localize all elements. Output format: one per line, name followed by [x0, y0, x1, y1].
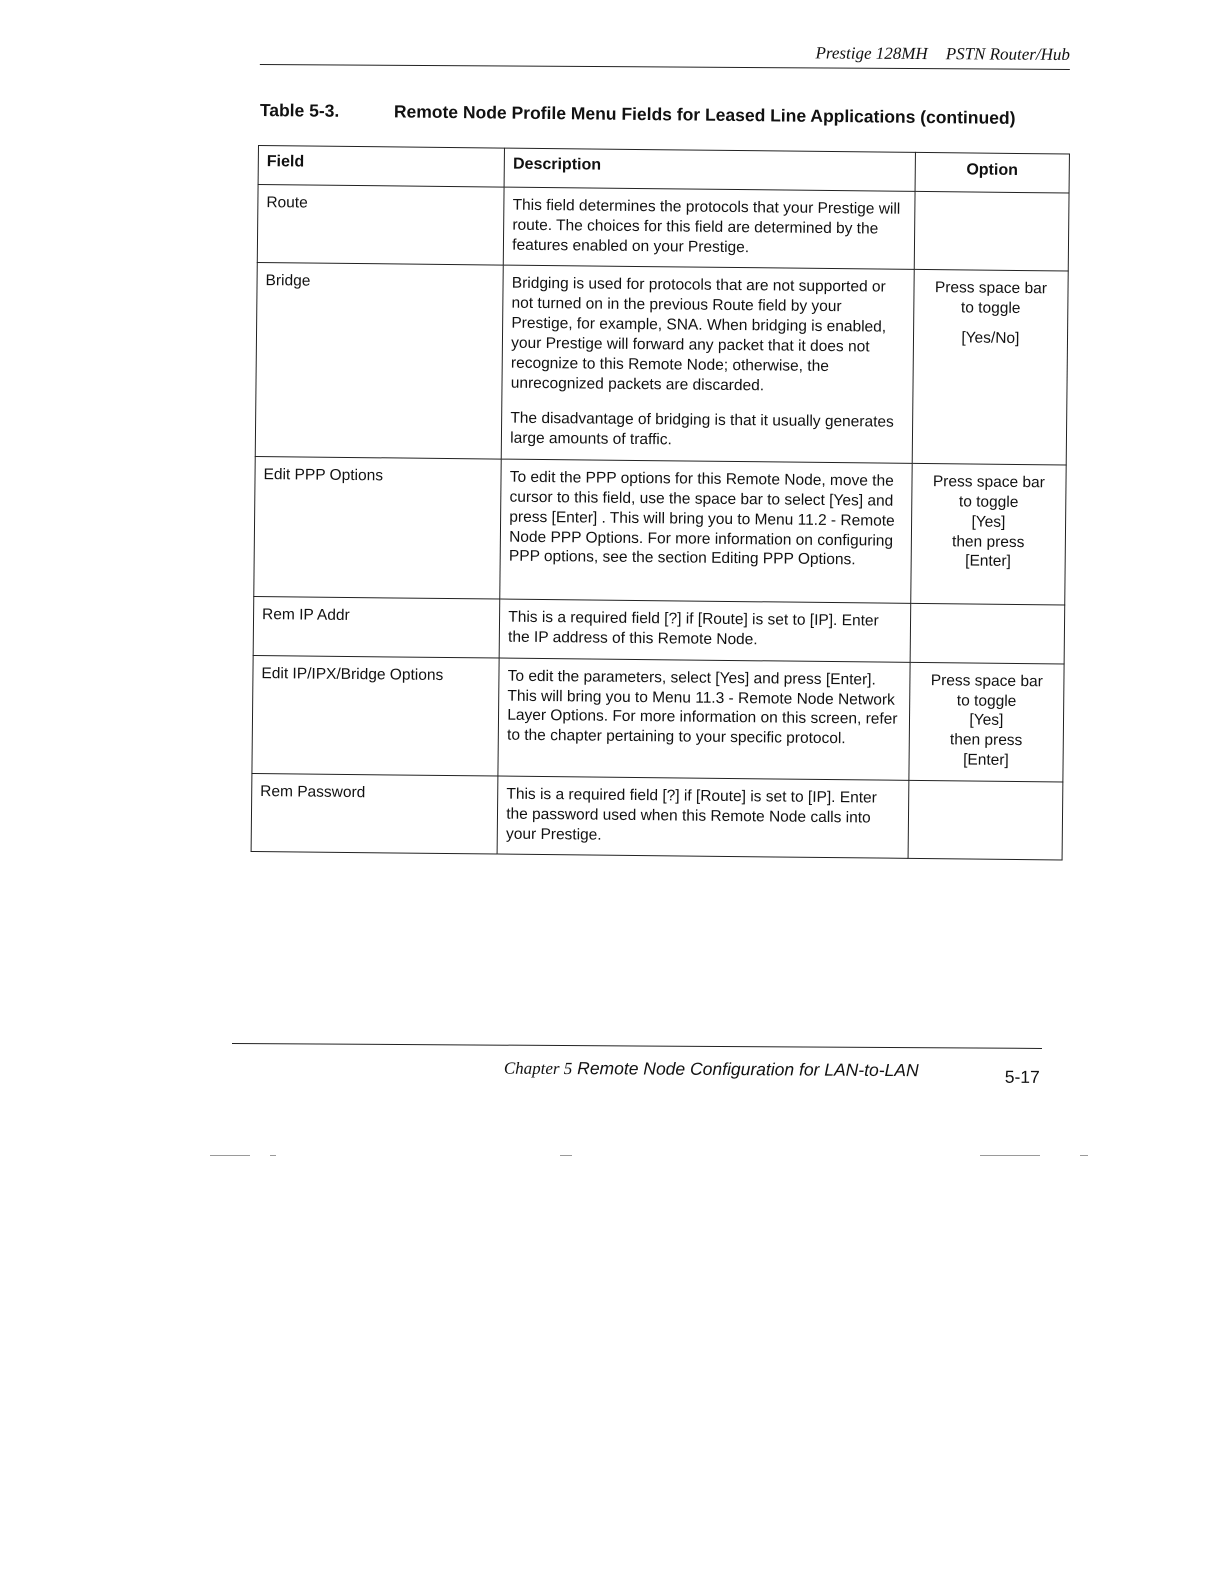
option-cell: [908, 780, 1063, 860]
running-footer: [232, 1043, 1042, 1087]
option-line: [Yes/No]: [961, 329, 1020, 348]
option-line: [Yes]: [969, 711, 1004, 730]
option-cell: [910, 463, 1066, 605]
table-row: [252, 655, 1064, 782]
table-caption: [260, 100, 1060, 129]
field-cell: Bridge: [255, 263, 503, 459]
option-cell: [914, 191, 1069, 271]
field-cell: Rem Password: [251, 773, 498, 854]
option-line: Press space bar: [930, 671, 1043, 691]
option-line: to toggle: [958, 493, 1019, 511]
description-paragraph: The disadvantage of bridging is that it usually generates large amounts of traffic.: [510, 410, 894, 449]
table-row: [255, 263, 1068, 465]
description-paragraph: This field determines the protocols that your Prestige will route. The choices for this field are determined by the features enabled on your Prestige.: [512, 196, 901, 256]
column-header-field: Field: [258, 146, 505, 188]
running-header: [260, 40, 1070, 70]
option-line: [Yes]: [971, 513, 1006, 531]
option-cell: [909, 662, 1064, 782]
option-line: [Enter]: [965, 552, 1011, 571]
field-cell: Edit IP/IPX/Bridge Options: [252, 655, 499, 776]
footer-chapter: [504, 1058, 919, 1082]
field-cell: Rem IP Addr: [253, 597, 500, 658]
option-line: then press: [951, 532, 1025, 551]
scan-artifacts: [200, 1155, 1110, 1161]
option-line: Press space bar: [934, 279, 1047, 298]
scan-speck: [1080, 1155, 1088, 1156]
table-number: Table 5-3.: [259, 100, 340, 121]
description-cell: [503, 187, 914, 270]
table-row: [251, 773, 1063, 860]
option-line: to toggle: [960, 299, 1021, 318]
description-paragraph: Bridging is used for protocols that are not supported or not turned on in the previous Route field by your Prestige, for example, SNA. When bridging is enabled, your Prestige will forward any packet that it does not recognize to this Remote Node; otherwise, the unrecognized packets are discarded.: [510, 275, 887, 394]
footer-chapter-title: Remote Node Configuration for LAN-to-LAN: [577, 1058, 919, 1081]
header-product: Prestige 128MH: [815, 43, 928, 64]
option-line: Press space bar: [932, 473, 1045, 492]
option-line: to toggle: [956, 691, 1017, 710]
description-paragraph: To edit the PPP options for this Remote Node, move the cursor to this field, use the space bar to select [Yes] and press [Enter] . This will bring you to Menu 11.2 - Remote Node PPP Options. For more information on configuring PPP options, see the section Editing PPP Options.: [508, 468, 895, 569]
description-cell: [501, 266, 914, 464]
header-subtitle: PSTN Router/Hub: [945, 44, 1070, 64]
scan-speck: [980, 1155, 1040, 1156]
field-cell: Edit PPP Options: [254, 457, 502, 600]
description-paragraph: This is a required field [?] if [Route] is set to [IP]. Enter the password used when this Remote Node calls into your Prestige.: [505, 785, 877, 844]
option-line: then press: [949, 731, 1023, 750]
table-row: [253, 597, 1065, 664]
option-line: [Enter]: [963, 751, 1009, 769]
scan-speck: [210, 1155, 250, 1156]
description-cell: [499, 599, 910, 662]
description-paragraph: This is a required field [?] if [Route] is set to [IP]. Enter the IP address of this Remote Node.: [508, 608, 879, 649]
scan-speck: [560, 1155, 572, 1156]
description-cell: [500, 459, 912, 603]
column-header-description: Description: [504, 148, 915, 191]
table-row: [257, 185, 1069, 272]
field-cell: Route: [257, 185, 504, 266]
table-row: [254, 457, 1066, 605]
footer-chapter-prefix: Chapter 5: [503, 1058, 573, 1079]
description-paragraph: To edit the parameters, select [Yes] and press [Enter]. This will bring you to Menu 11.3 - Remote Node Network Layer Options. For more information on this screen, refer to the chapter pertaining to your specific protocol.: [506, 667, 898, 748]
option-cell: [912, 270, 1068, 465]
description-cell: [498, 658, 910, 780]
table-title: Remote Node Profile Menu Fields for Leased Line Applications (continued): [393, 101, 1016, 128]
fields-table: [251, 145, 1070, 861]
column-header-option: Option: [915, 152, 1070, 193]
scan-speck: [270, 1155, 276, 1156]
page-number: 5-17: [1004, 1066, 1040, 1087]
description-cell: [497, 776, 908, 859]
option-cell: [910, 603, 1065, 663]
table-body: [251, 185, 1069, 861]
